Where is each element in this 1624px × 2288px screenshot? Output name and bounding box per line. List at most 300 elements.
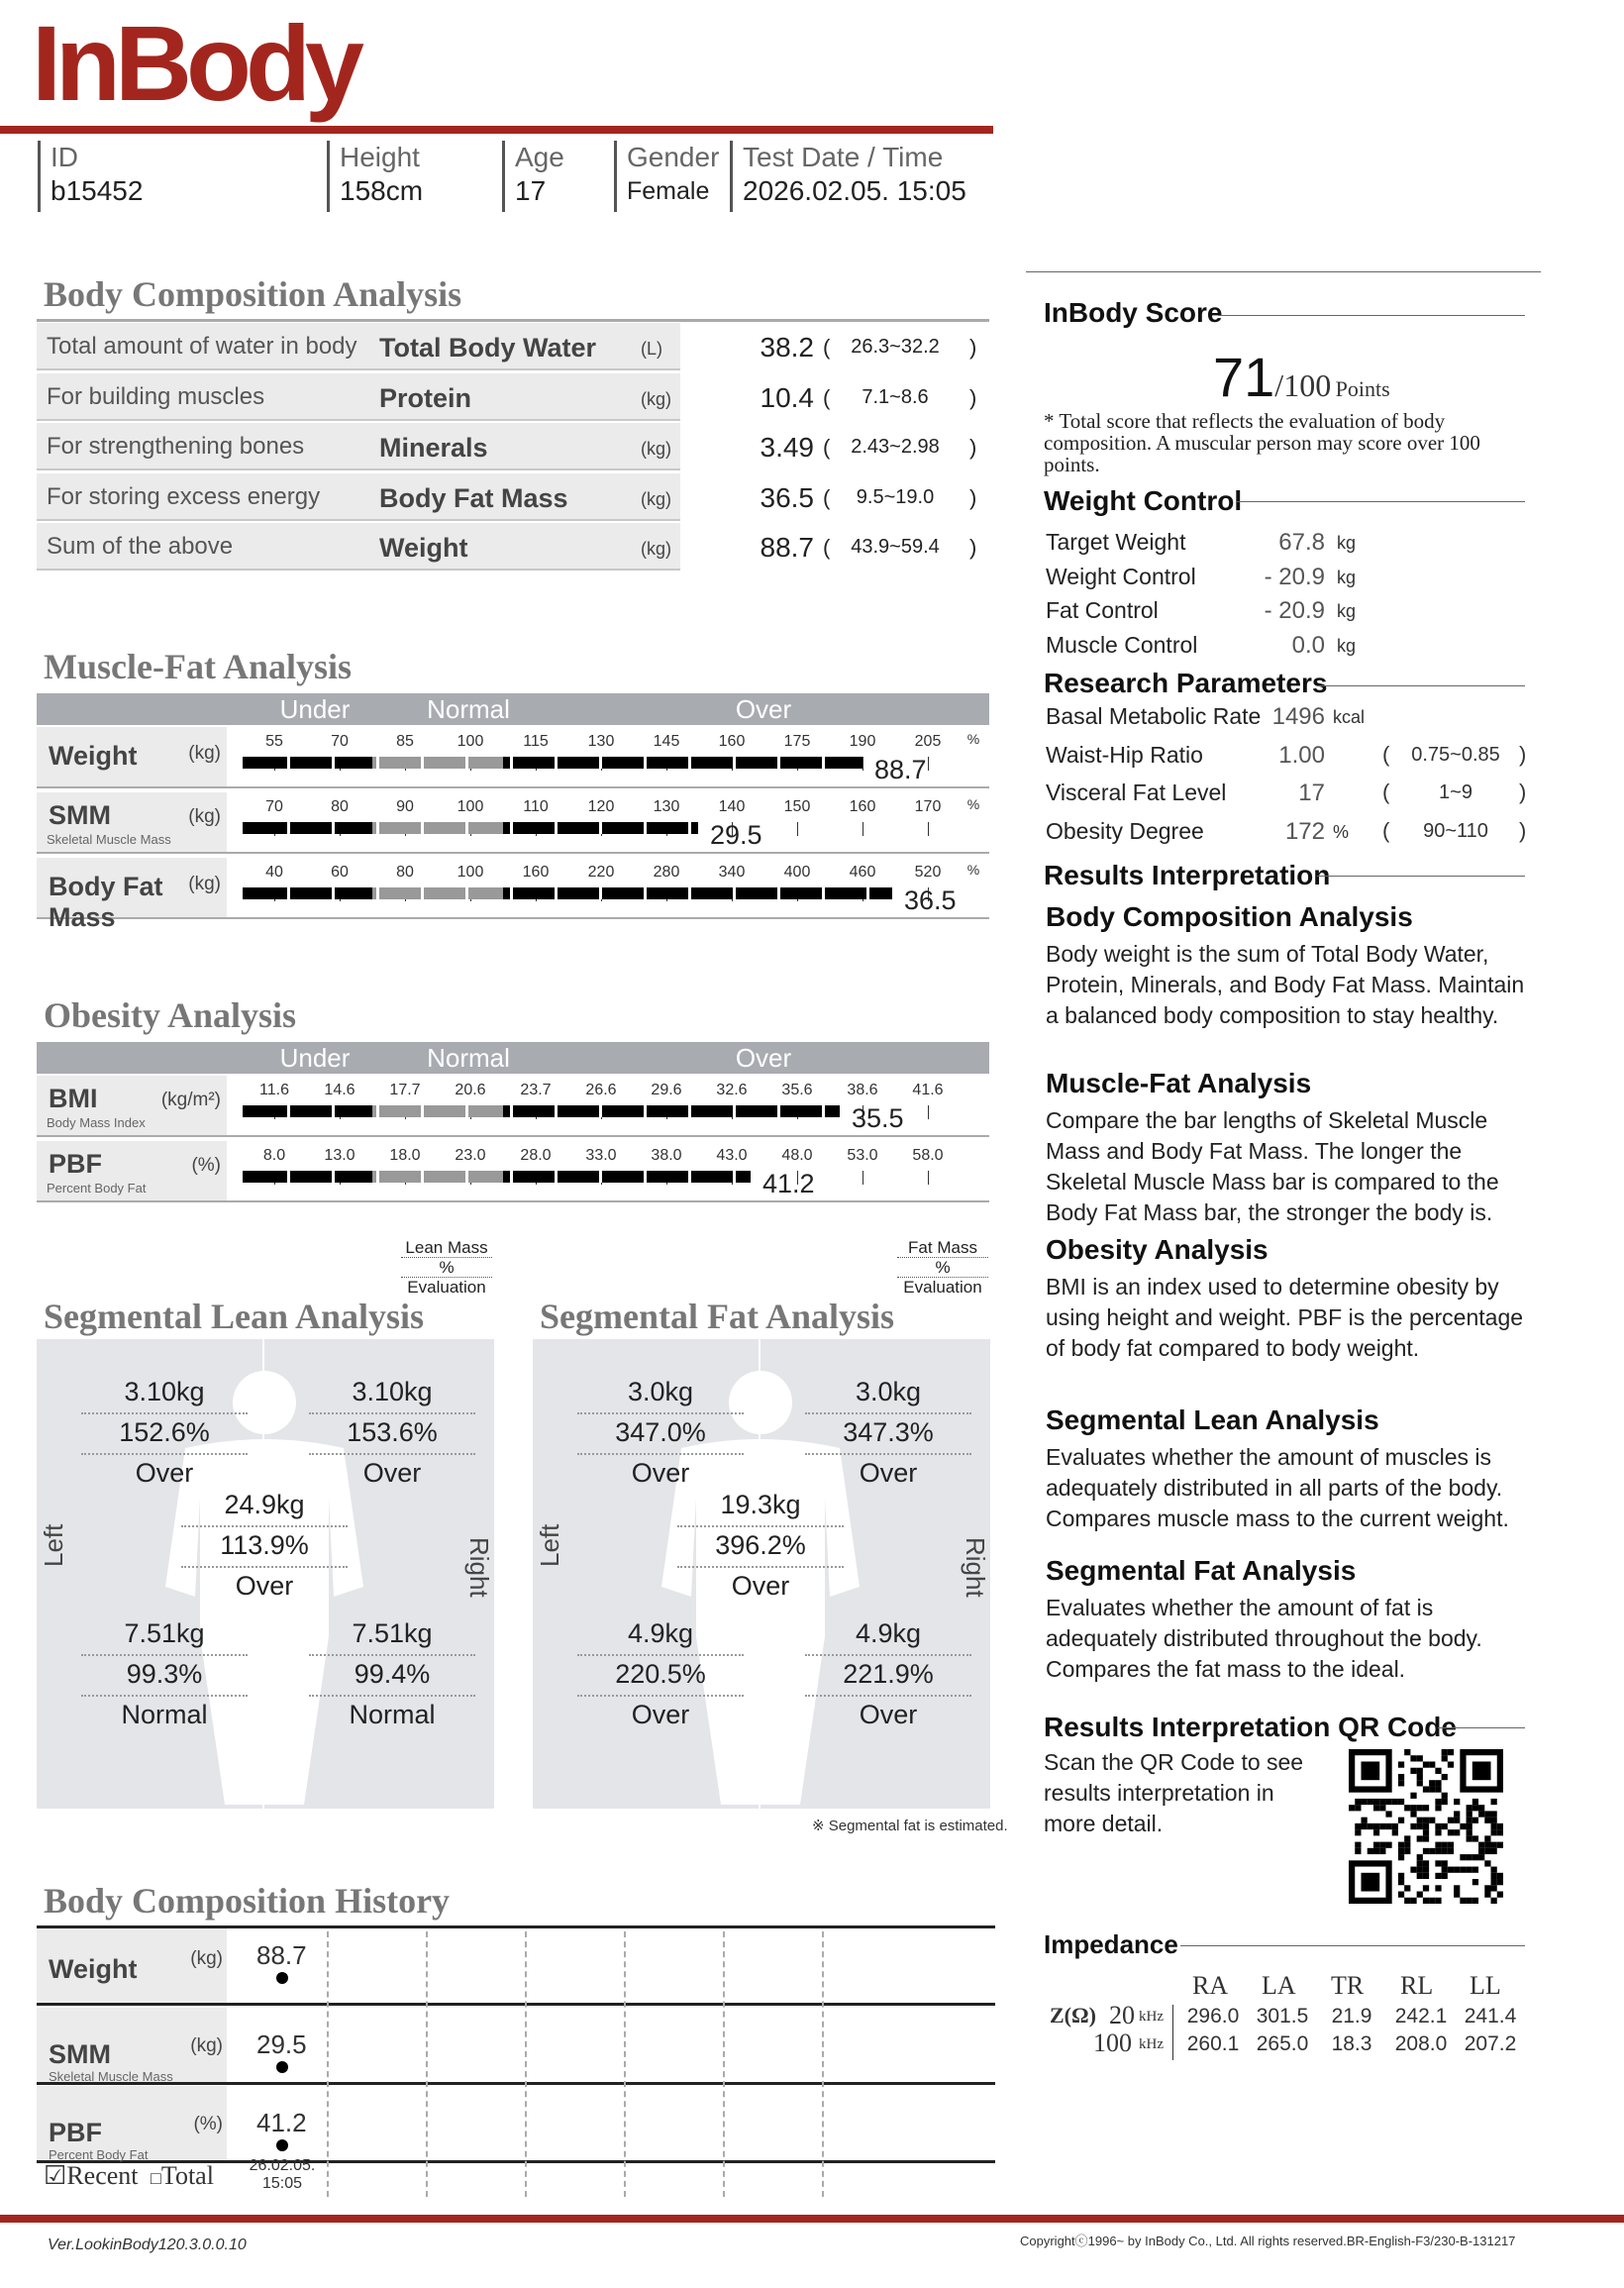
mfa-tick-label: 80 [331,798,349,815]
history-title: Body Composition History [44,1881,451,1921]
sla-value-rule [309,1654,475,1656]
mfa-tick-label: 130 [653,798,680,815]
sla-la-value: Over [135,1458,194,1488]
rp-close-paren: ) [1519,741,1527,767]
sfa-value-rule [805,1654,971,1656]
oa-tick-label: 48.0 [781,1147,813,1164]
sla-tr-value: 24.9kg [224,1490,305,1519]
imp-col-header: LL [1470,1971,1501,2000]
mfa-row-name: Weight [49,741,138,771]
bca-close-paren: ) [969,535,977,560]
wc-title: Weight Control [1044,485,1243,516]
sla-ra-value: 153.6% [347,1417,438,1447]
bca-open-paren: ( [823,435,831,460]
bca-row [37,373,989,421]
sfa-ll-value: 220.5% [615,1659,706,1689]
mfa-bar-gap [599,887,602,899]
bca-value-box [680,423,989,470]
score-points: Points [1335,376,1390,401]
ri-heading: Body Composition Analysis [1046,901,1413,932]
imp-value-20: 241.4 [1464,2005,1517,2028]
bca-open-paren: ( [823,484,831,510]
mfa-bar-gap [332,822,335,834]
imp-freq-20: 20 [1109,2001,1135,2029]
mfa-tick-label: 70 [265,798,283,815]
oa-tick-label: 26.6 [585,1082,617,1098]
imp-divider [1172,2005,1173,2060]
info-age [502,141,611,212]
history-row-unit: (kg) [190,1948,223,1969]
sfa-ra-value: 347.3% [843,1417,934,1447]
wc-unit: kg [1337,567,1357,587]
mfa-bar-normal-zone [372,757,503,769]
oa-bar-gap [332,1105,335,1117]
mfa-bar [243,757,863,769]
oa-bar-gap [688,1171,691,1183]
history-row-sub: Percent Body Fat [49,2147,149,2162]
bca-top-rule [37,319,989,322]
bca-value: 36.5 [760,481,814,513]
oa-bar-gap [421,1171,424,1183]
mfa-bar-gap [599,757,602,769]
sfa-tr-value: 396.2% [715,1530,806,1560]
history-row-unit: (%) [193,2114,223,2134]
bca-value: 88.7 [760,532,814,563]
oa-row [37,1076,989,1137]
sfa-panel [533,1339,990,1809]
oa-tick-label: 35.6 [781,1082,813,1098]
footer-copyright: Copyrightⓒ1996~ by InBody Co., Ltd. All rights reserved.BR-English-F3/230-B-131217 [1020,2234,1516,2248]
info-date [730,141,992,212]
imp-title: Impedance [1044,1929,1178,1959]
oa-title: Obesity Analysis [44,995,297,1035]
mfa-tick-label: 520 [914,864,942,881]
wc-unit: kg [1337,635,1357,656]
oa-tick-label: 18.0 [389,1147,421,1164]
imp-value-20: 21.9 [1331,2005,1372,2028]
imp-value-20: 296.0 [1186,2005,1240,2028]
gender-value: Female [627,177,710,205]
oa-bar-gap [599,1105,602,1117]
mfa-row-unit: (kg) [188,874,221,894]
mfa-tick-label: 115 [523,733,549,750]
mfa-scale [235,727,989,786]
score-suffix: /100 [1274,367,1332,403]
wc-label: Fat Control [1046,597,1159,623]
rp-value: 17 [1298,780,1325,806]
wc-value: - 20.9 [1264,563,1325,590]
rp-title: Research Parameters [1044,668,1328,698]
oa-bar-gap [510,1105,513,1117]
imp-value-100: 18.3 [1331,2032,1372,2055]
mfa-bar-gap [510,757,513,769]
oa-tick-label: 32.6 [716,1082,748,1098]
imp-value-100: 207.2 [1464,2032,1517,2055]
mfa-row-label [37,727,227,786]
mfa-bar-gap [421,887,424,899]
history-date: 26.02.05. 15:05 [249,2157,316,2192]
id-value: b15452 [51,175,144,206]
sla-tr-value: 113.9% [220,1530,309,1560]
imp-col-header: LA [1262,1971,1296,2000]
oa-tick-label: 43.0 [716,1147,748,1164]
oa-bar-gap [822,1105,825,1117]
bca-name: Protein [379,382,472,413]
sfa-ra-value: 3.0kg [855,1377,922,1406]
oa-bar-value: 35.5 [852,1103,904,1133]
oa-tick-label: 38.6 [847,1082,878,1098]
sla-panel [37,1339,494,1809]
ri-heading: Segmental Fat Analysis [1046,1555,1357,1586]
sla-right-label: Right [464,1537,494,1598]
rp-value: 1.00 [1278,741,1325,769]
history-row-name: Weight [49,1954,138,1984]
info-gender [614,141,728,212]
oa-tick-label: 11.6 [259,1082,289,1098]
mfa-bar-gap [376,887,379,899]
mfa-row-sub: Skeletal Muscle Mass [47,832,171,847]
wc-value: - 20.9 [1264,597,1325,624]
bca-close-paren: ) [969,335,977,360]
ri-text: Body weight is the sum of Total Body Water, Protein, Minerals, and Body Fat Mass. Maintain a balanced body composition to stay healthy. [1046,941,1525,1028]
oa-bar-gap [465,1105,468,1117]
ri-text: BMI is an index used to determine obesity by using height and weight. PBF is the percentage of body fat compared to body weight. [1046,1274,1524,1361]
age-value: 17 [515,175,547,206]
oa-tick-label: 23.7 [520,1082,552,1098]
mfa-tick-label: 280 [653,864,680,881]
ri-heading: Segmental Lean Analysis [1046,1404,1379,1435]
date-label: Test Date / Time [743,142,944,172]
oa-tick-label: 8.0 [262,1147,286,1164]
mfa-scale [235,858,989,917]
mfa-row [37,792,989,854]
date-value: 2026.02.05. 15:05 [743,175,966,206]
info-height [327,141,495,212]
mfa-tick-label: 160 [718,733,746,750]
oa-scale [235,1076,989,1135]
footer-version: Ver.LookinBody120.3.0.0.10 [48,2236,247,2253]
wc-value: 67.8 [1278,529,1325,556]
height-label: Height [340,142,420,172]
history-grid-line [426,1931,428,2197]
oa-bar-gap [644,1105,647,1117]
oa-bar-gap [376,1171,379,1183]
mfa-bar-gap [287,822,290,834]
sla-ll-value: 99.3% [126,1659,203,1689]
history-total-option[interactable]: Total [160,2161,214,2190]
right-top-rule [1026,271,1541,272]
oa-bar-gap [287,1171,290,1183]
mfa-tick-label: 100 [457,864,484,881]
history-row [37,2086,995,2163]
mfa-title: Muscle-Fat Analysis [44,647,352,686]
mfa-pct-label: % [966,862,980,878]
sfa-value-rule [805,1412,971,1414]
oa-tick-label: 38.0 [651,1147,682,1164]
oa-bar-gap [733,1105,736,1117]
bca-name: Total Body Water [379,333,597,363]
imp-col-header: TR [1331,1971,1365,2000]
mfa-tick-label: 90 [396,798,414,815]
sla-ra-value: Over [362,1458,422,1488]
mfa-row [37,727,989,788]
oa-row-sub: Body Mass Index [47,1115,146,1130]
history-dot [276,2061,288,2073]
mfa-tick-mark [928,757,929,771]
mfa-tick-label: 205 [914,733,942,750]
mfa-tick-label: 460 [849,864,876,881]
mfa-tick-label: 340 [718,864,746,881]
history-grid-line [723,1931,725,2197]
mfa-tick-label: 160 [849,798,876,815]
imp-khz-100: kHz [1139,2036,1164,2052]
oa-tick-label: 13.0 [324,1147,355,1164]
bca-unit: (kg) [641,488,671,509]
mfa-tick-label: 100 [457,733,484,750]
mfa-bar-gap [777,887,780,899]
footer-rule [0,2215,1624,2223]
mfa-bar-gap [376,757,379,769]
rp-close-paren: ) [1519,817,1527,843]
oa-bar-gap [332,1171,335,1183]
qr-code-icon[interactable] [1349,1749,1503,1904]
oa-bar-gap [644,1171,647,1183]
imp-z-label: Z(Ω) [1050,2003,1096,2028]
bca-row [37,473,989,521]
sfa-value-rule [805,1453,971,1455]
sfa-la-value: Over [631,1458,690,1488]
mfa-normal: Normal [403,693,534,725]
bca-desc: Sum of the above [47,533,234,560]
wc-unit: kg [1337,601,1357,621]
rp-open-paren: ( [1382,741,1390,767]
mfa-tick-label: 160 [522,864,550,881]
sfa-legend: Fat Mass % Evaluation [897,1238,988,1297]
rp-label: Obesity Degree [1046,817,1204,844]
sfa-value-rule [805,1695,971,1697]
oa-tick-label: 14.6 [324,1082,355,1098]
mfa-bar-gap [822,757,825,769]
bca-value-box [680,523,989,571]
sla-ll-value: Normal [121,1700,208,1729]
mfa-bar-gap [777,757,780,769]
sla-value-rule [81,1654,248,1656]
mfa-bar-normal-zone [372,887,503,899]
mfa-row-unit: (kg) [188,806,221,827]
mfa-bar-gap [465,887,468,899]
sfa-value-rule [577,1695,744,1697]
sfa-tr-value: 19.3kg [720,1490,801,1519]
imp-value-100: 260.1 [1186,2032,1240,2055]
mfa-header [37,693,989,725]
header-rule [0,126,993,134]
oa-row-sub: Percent Body Fat [47,1181,147,1196]
ri-text: Compare the bar lengths of Skeletal Muscle Mass and Body Fat Mass. The longer the Skeletal Muscle Mass bar is compared to the Body Fat Mass bar, the stronger the body is. [1046,1107,1499,1225]
bca-range: 9.5~19.0 [856,485,935,508]
mfa-tick-label: 190 [849,733,876,750]
bca-unit: (kg) [641,388,671,409]
history-row [37,1928,995,2006]
rp-value: 1496 [1271,703,1325,730]
history-recent-option[interactable]: ☑Recent □Total [44,2161,214,2190]
mfa-tick-label: 220 [587,864,615,881]
sfa-value-rule [577,1453,744,1455]
sla-value-rule [181,1525,348,1527]
mfa-tick-label: 85 [396,733,414,750]
oa-tick-label: 20.6 [455,1082,486,1098]
mfa-row [37,858,989,932]
rp-label: Basal Metabolic Rate [1046,703,1262,729]
bca-value-box [680,473,989,521]
oa-tick-label: 23.0 [455,1147,486,1164]
total-checkbox-icon[interactable]: □ [151,2168,161,2188]
history-row [37,2008,995,2085]
sfa-note: ※ Segmental fat is estimated. [812,1818,1008,1834]
sfa-la-value: 347.0% [615,1417,706,1447]
bca-row [37,323,989,370]
oa-bar-gap [376,1105,379,1117]
bca-close-paren: ) [969,484,977,510]
history-dot [276,2139,288,2151]
bca-name: Minerals [379,433,488,463]
mfa-tick-label: 120 [587,798,615,815]
mfa-bar-gap [733,887,736,899]
sfa-right-label: Right [961,1537,990,1598]
ri-text: Evaluates whether the amount of muscles is adequately distributed in all parts of the body. Compares muscle mass to the current weight. [1046,1444,1509,1531]
bca-range: 26.3~32.2 [851,336,940,358]
mfa-tick-label: 400 [783,864,811,881]
mfa-bar [243,887,892,899]
oa-tick-label: 58.0 [912,1147,944,1164]
oa-bar-gap [510,1171,513,1183]
inbody-logo: InBody [32,3,358,123]
bca-desc: Total amount of water in body [47,333,357,360]
history-grid-line [327,1931,329,2197]
mfa-bar-gap [287,887,290,899]
history-grid-line [525,1931,527,2197]
mfa-bar-gap [465,822,468,834]
mfa-bar-gap [688,822,691,834]
mfa-over: Over [538,693,989,725]
sfa-left-label: Left [535,1523,564,1567]
mfa-bar-gap [688,757,691,769]
oa-bar-gap [555,1171,558,1183]
imp-value-100: 208.0 [1394,2032,1448,2055]
mfa-tick-label: 100 [457,798,484,815]
bca-open-paren: ( [823,535,831,560]
imp-col-header: RA [1192,1971,1229,2000]
sfa-tr-value: Over [731,1571,790,1601]
mfa-bar-value: 36.5 [904,885,957,915]
sla-tr-value: Over [235,1571,294,1601]
oa-bar-gap [421,1105,424,1117]
info-id [38,141,315,212]
gender-label: Gender [627,142,720,172]
sla-value-rule [81,1412,248,1414]
mfa-tick-label: 150 [783,798,811,815]
imp-value-20: 301.5 [1256,2005,1309,2028]
bca-close-paren: ) [969,435,977,460]
rp-unit: kcal [1333,707,1366,727]
mfa-under: Under [231,693,399,725]
mfa-tick-label: 140 [718,798,746,815]
mfa-bar-gap [555,887,558,899]
ri-text: Evaluates whether the amount of fat is adequately distributed throughout the body. Compares the fat mass to the ideal. [1046,1595,1482,1682]
oa-bar-gap [599,1171,602,1183]
history-value: 41.2 [256,2108,307,2137]
mfa-tick-label: 130 [587,733,615,750]
history-value: 88.7 [256,1940,307,1970]
sla-value-rule [309,1453,475,1455]
oa-row-label [37,1141,227,1200]
mfa-tick-mark [928,822,929,836]
mfa-bar-value: 29.5 [710,820,762,850]
sfa-value-rule [677,1566,844,1568]
oa-tick-label: 29.6 [651,1082,682,1098]
oa-row-unit: (%) [191,1155,221,1176]
bca-title: Body Composition Analysis [44,274,462,314]
oa-bar-gap [733,1171,736,1183]
imp-freq-100: 100 [1093,2028,1132,2057]
mfa-bar-gap [644,887,647,899]
bca-range: 7.1~8.6 [862,385,929,408]
sfa-title: Segmental Fat Analysis [540,1297,895,1336]
oa-row [37,1141,989,1202]
oa-tick-label: 41.6 [912,1082,944,1098]
bca-unit: (L) [641,339,662,359]
rp-label: Visceral Fat Level [1046,780,1227,805]
oa-tick-mark [928,1105,929,1119]
oa-bar-gap [555,1105,558,1117]
sfa-rl-value: Over [859,1700,918,1729]
score-display [1213,345,1390,409]
recent-checkbox-icon[interactable]: ☑ [44,2161,67,2190]
mfa-bar-gap [555,757,558,769]
ri-heading: Muscle-Fat Analysis [1046,1068,1312,1098]
rp-range: 0.75~0.85 [1411,743,1500,766]
oa-header [37,1042,989,1074]
sla-rl-value: 99.4% [354,1659,431,1689]
bca-value: 10.4 [760,381,814,413]
age-label: Age [515,142,564,172]
imp-col-header: RL [1400,1971,1434,2000]
oa-row-name: BMI [49,1084,98,1113]
mfa-tick-label: 70 [331,733,349,750]
bca-desc: For storing excess energy [47,482,321,510]
bca-unit: (kg) [641,439,671,459]
imp-value-20: 242.1 [1394,2005,1448,2028]
qr-title: Results Interpretation QR Code [1044,1712,1457,1742]
bca-value-box [680,323,989,370]
rp-label: Waist-Hip Ratio [1046,741,1203,768]
sfa-la-value: 3.0kg [627,1377,694,1406]
mfa-bar-gap [421,822,424,834]
oa-bar-gap [688,1105,691,1117]
mfa-scale [235,792,989,852]
mfa-tick-label: 60 [331,864,349,881]
history-row-name: SMM [49,2039,111,2069]
mfa-tick-label: 145 [653,733,680,750]
rp-unit: % [1333,821,1350,842]
bca-range: 2.43~2.98 [851,436,940,458]
oa-under: Under [279,1043,351,1073]
bca-desc: For strengthening bones [47,433,305,460]
sla-rl-value: Normal [349,1700,436,1729]
mfa-bar-normal-zone [372,822,503,834]
sfa-ll-value: 4.9kg [627,1618,694,1648]
mfa-row-unit: (kg) [188,743,221,764]
rp-range: 1~9 [1439,781,1472,803]
